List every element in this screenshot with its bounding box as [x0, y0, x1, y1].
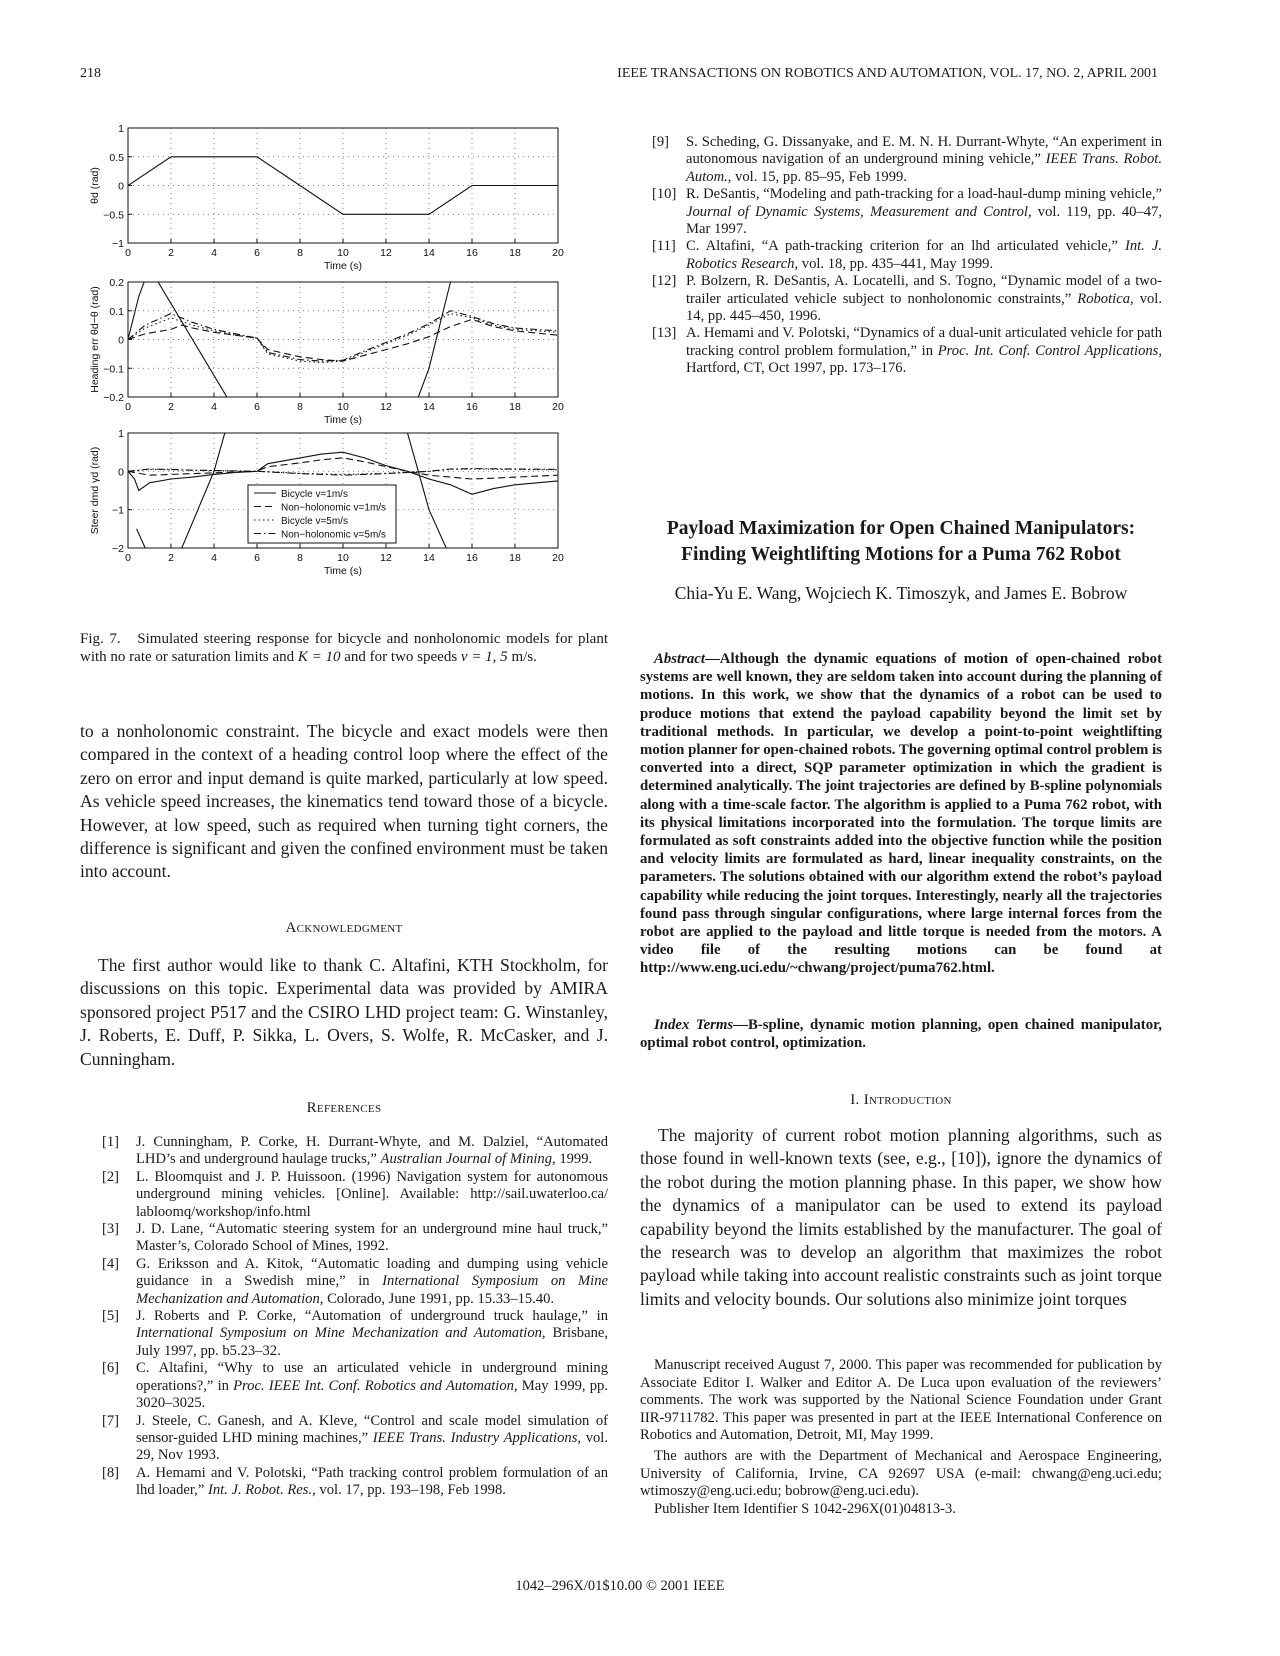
- chart-legend: [248, 485, 396, 543]
- y-tick-label: 0: [118, 334, 124, 347]
- series-line: [128, 314, 558, 363]
- x-tick-label: 14: [423, 247, 435, 259]
- reference-venue: Int. J. Robot. Res.: [207, 1482, 313, 1499]
- index-terms-label: Index Terms: [654, 1017, 734, 1033]
- index-terms: [640, 1016, 1162, 1052]
- x-tick-label: 20: [552, 552, 564, 564]
- reference-item: [640, 186, 1162, 238]
- y-axis-label: Heading err θd−θ (rad): [89, 286, 101, 393]
- reference-text: J. Steele, C. Ganesh, and A. Kleve, “Control and scale model simulation of sensor-guided LHD mining machines,”: [136, 1412, 608, 1446]
- x-tick-label: 16: [466, 247, 478, 259]
- figure-7: [80, 120, 620, 620]
- x-tick-label: 14: [423, 552, 435, 564]
- reference-text: L. Bloomquist and J. P. Huissoon. (1996) Navigation system for autonomous underground mining vehicles. [Online]. Available: http://sail.uwaterloo.ca/ labloomq/workshop/info.html: [136, 1168, 608, 1220]
- reference-details: , Colorado, June 1991, pp. 15.33–15.40.: [319, 1290, 555, 1307]
- paper-authors: Chia-Yu E. Wang, Wojciech K. Timoszyk, and James E. Bobrow: [674, 583, 1128, 603]
- series-line: [137, 433, 225, 548]
- reference-details: , May 1999, pp. 3020–3025.: [136, 1377, 608, 1412]
- reference-text: P. Bolzern, R. DeSantis, A. Locatelli, and S. Togno, “Dynamic model of a two-trailer articulated vehicle subject to nonholonomic constraints,”: [686, 273, 1162, 307]
- y-tick-label: −1: [112, 504, 124, 517]
- reference-venue: International Symposium on Mine Mechanization and Automation: [136, 1273, 608, 1307]
- acknowledgment-text: The first author would like to thank C. Altafini, KTH Stockholm, for discussions on this topic. Experimental data was provided by AMIRA sponsored project P517 and the CSIRO LHD project team: G. Winstanley, J. Roberts, E. Duff, P. Sikka, L. Overs, S. Wolfe, R. McCasker, and J. Cunningham.: [80, 955, 608, 1069]
- legend-label: Non−holonomic v=5m/s: [281, 529, 387, 541]
- reference-number: [3]: [102, 1221, 120, 1238]
- x-tick-label: 18: [509, 247, 521, 259]
- x-tick-label: 8: [297, 552, 303, 564]
- reference-item: [90, 1256, 608, 1308]
- caption-text-2: and for two speeds: [340, 649, 461, 665]
- reference-number: [8]: [102, 1464, 120, 1481]
- x-tick-label: 4: [211, 247, 217, 259]
- x-tick-label: 16: [466, 401, 478, 413]
- reference-venue: Proc. Int. Conf. Control Applications: [937, 342, 1159, 359]
- copyright-footer: 1042–296X/01$10.00 © 2001 IEEE: [515, 1578, 725, 1594]
- y-tick-label: −0.5: [103, 209, 124, 222]
- x-tick-label: 2: [168, 401, 174, 413]
- y-tick-label: 0.2: [109, 277, 124, 289]
- series-line: [408, 433, 447, 548]
- x-tick-label: 6: [254, 401, 260, 413]
- x-tick-label: 4: [211, 401, 217, 413]
- introduction-text: The majority of current robot motion planning algorithms, such as those found in well-known texts (see, e.g., [10]), ignore the dynamics of the robot during the motion planning phase. In this paper, we show how the dynamics of a manipulator can be used to extend its payload capability beyond the limits established by the manufacturer. The goal of the research was to develop an algorithm that maximizes the robot payload while taking into account realistic constraints such as joint torque limits and velocity bounds. Our solutions also minimize joint torques: [640, 1125, 1162, 1309]
- series-line: [128, 311, 558, 361]
- running-header: IEEE TRANSACTIONS ON ROBOTICS AND AUTOMATION, VOL. 17, NO. 2, APRIL 2001: [617, 66, 1158, 81]
- y-tick-label: 1: [118, 123, 124, 135]
- abstract-label: Abstract: [654, 651, 705, 667]
- reference-venue: Journal of Dynamic Systems, Measurement and Control: [686, 203, 1028, 220]
- x-axis-label: Time (s): [323, 565, 363, 577]
- abstract: [640, 650, 1162, 978]
- reference-text: A. Hemami and V. Polotski, “Path tracking control problem formulation of an lhd loader,”: [136, 1464, 608, 1499]
- x-tick-label: 20: [552, 401, 564, 413]
- y-tick-label: 0.5: [109, 151, 124, 164]
- reference-item: [90, 1360, 608, 1412]
- reference-text: G. Eriksson and A. Kitok, “Automatic loading and dumping using vehicle guidance in a Swedish mine,” in: [136, 1255, 608, 1290]
- references-heading: References: [306, 1100, 382, 1116]
- page-number: 218: [80, 66, 101, 81]
- acknowledgment-heading: Acknowledgment: [285, 920, 403, 936]
- x-tick-label: 10: [337, 247, 349, 259]
- footnote-affiliation: The authors are with the Department of Mechanical and Aerospace Engineering, University of California, Irvine, CA 92697 USA (e-mail: chwang@eng.uci.edu; wtimoszy@eng.uci.edu; bobrow@eng.uci.edu).: [640, 1447, 1162, 1500]
- y-tick-label: −1: [112, 238, 124, 250]
- reference-details: , vol. 119, pp. 40–47, Mar 1997.: [686, 203, 1162, 238]
- paper-title-line-2: Finding Weightlifting Motions for a Puma 762 Robot: [681, 544, 1121, 565]
- footnote-manuscript: Manuscript received August 7, 2000. This paper was recommended for publication by Associate Editor I. Walker and Editor A. De Luca upon evaluation of the reviewers’ comments. The work was supported by the National Science Foundation under Grant IIR-9711782. This paper was presented in part at the IEEE International Conference on Robotics and Automation, Detroit, MI, May 1999.: [640, 1357, 1162, 1444]
- figure-caption: [80, 630, 608, 666]
- reference-text: R. DeSantis, “Modeling and path-tracking for a load-haul-dump mining vehicle,”: [686, 186, 1162, 203]
- reference-text: S. Scheding, G. Dissanyake, and E. M. N. H. Durrant-Whyte, “An experiment in autonomous navigation of an underground mining vehicle,”: [686, 134, 1162, 168]
- reference-item: [640, 134, 1162, 186]
- y-axis-label: Steer dmd γd (rad): [89, 446, 101, 535]
- reference-details: , 1999.: [552, 1151, 593, 1168]
- x-axis-label: Time (s): [323, 414, 363, 426]
- x-tick-label: 8: [297, 401, 303, 413]
- y-tick-label: 0.1: [109, 305, 124, 318]
- chart-panel-2: [89, 268, 564, 455]
- reference-number: [13]: [652, 325, 677, 342]
- y-tick-label: 0: [118, 466, 124, 479]
- reference-text: A. Hemami and V. Polotski, “Dynamics of a dual-unit articulated vehicle for path tracking control problem formulation,” in: [686, 325, 1162, 359]
- caption-label: Fig. 7.: [80, 631, 121, 647]
- x-tick-label: 20: [552, 247, 564, 259]
- reference-item: [90, 1134, 608, 1169]
- x-tick-label: 12: [380, 247, 392, 259]
- chart-panel-3: [89, 428, 564, 577]
- reference-item: [90, 1413, 608, 1465]
- references-list-right: [640, 134, 1162, 378]
- abstract-text: —Although the dynamic equations of motion of open-chained robot systems are well known, they are seldom taken into account during the planning of motions. In this work, we show that the dynamics of a robot can be used to produce motions that extend the payload capability beyond the limit set by traditional methods. In particular, we develop a point-to-point weightlifting motion planner for open-chained robots. The governing optimal control problem is converted into a direct, SQP parameter optimization in which the gradient is determined analytically. The joint trajectories are defined by B-spline polynomials along with a time-scale factor. The algorithm is applied to a Puma 762 robot, with its physical limitations incorporated into the formulation. The torque limits are formulated as soft constraints added into the objective function while the position and velocity limits are formulated as hard, linear inequality constraints, on the parameters. The solutions obtained with our algorithm extend the robot’s payload capability while reducing the joint torques. Interestingly, nearly all the trajectories found pass through singular configurations, where large internal forces from the robot are applied to the payload and little torque is needed from the motors. A video file of the resulting motions can be found at http://www.eng.uci.edu/~chwang/project/puma762.html.: [640, 651, 1162, 977]
- y-tick-label: 0: [118, 180, 124, 193]
- intro-title: Introduction: [863, 1092, 952, 1108]
- reference-number: [2]: [102, 1168, 120, 1185]
- x-tick-label: 0: [125, 552, 131, 564]
- caption-text-3: m/s.: [507, 649, 537, 665]
- legend-label: Bicycle v=1m/s: [281, 489, 348, 500]
- reference-text: J. Cunningham, P. Corke, H. Durrant-Whyte, and M. Dalziel, “Automated LHD’s and underground haulage trucks,”: [136, 1134, 608, 1168]
- reference-venue: Robotica: [1077, 290, 1130, 307]
- legend-label: Non−holonomic v=1m/s: [281, 502, 387, 514]
- introduction-heading: [640, 1092, 1162, 1109]
- x-tick-label: 12: [380, 552, 392, 564]
- y-tick-label: −0.1: [103, 363, 124, 376]
- reference-venue: Proc. IEEE Int. Conf. Robotics and Automation: [233, 1377, 514, 1394]
- x-tick-label: 12: [380, 401, 392, 413]
- reference-item: [90, 1221, 608, 1256]
- reference-details: , vol. 17, pp. 193–198, Feb 1998.: [312, 1482, 506, 1499]
- caption-text-1: Simulated steering response for bicycle and nonholonomic models for plant with no rate or saturation limits and: [80, 631, 609, 665]
- x-axis-label: Time (s): [323, 260, 363, 272]
- legend-label: Bicycle v=5m/s: [281, 516, 348, 527]
- reference-number: [10]: [652, 186, 677, 203]
- reference-number: [11]: [652, 238, 676, 255]
- reference-number: [9]: [652, 134, 670, 150]
- x-tick-label: 14: [423, 401, 435, 413]
- chart-panel-1: [89, 123, 564, 272]
- reference-details: , vol. 14, pp. 445–450, 1996.: [686, 290, 1162, 325]
- reference-item: [90, 1465, 608, 1500]
- series-line: [397, 268, 462, 455]
- caption-math-k: K = 10: [297, 649, 341, 665]
- references-list-left: [90, 1134, 608, 1500]
- x-tick-label: 16: [466, 552, 478, 564]
- reference-number: [7]: [102, 1412, 120, 1429]
- figure-7-plots: [80, 120, 620, 620]
- body-paragraph: to a nonholonomic constraint. The bicycle and exact models were then compared in the context of a heading control loop where the effect of the zero on error and input demand is quite marked, particularly at low speed. As vehicle speed increases, the kinematics tend toward those of a bicycle. However, at low speed, such as required when turning tight corners, the difference is significant and given the confined environment must be taken into account.: [80, 721, 608, 882]
- reference-venue: IEEE Trans. Robot. Autom.: [686, 151, 1162, 185]
- reference-item: [90, 1308, 608, 1360]
- reference-details: , Brisbane, July 1997, pp. b5.23–32.: [136, 1325, 608, 1359]
- y-axis-label: θd (rad): [89, 167, 101, 204]
- reference-details: , vol. 15, pp. 85–95, Feb 1999.: [727, 168, 907, 185]
- y-tick-label: 1: [118, 428, 124, 440]
- reference-text: J. Roberts and P. Corke, “Automation of underground truck haulage,” in: [136, 1308, 608, 1325]
- series-line: [128, 268, 257, 455]
- x-tick-label: 6: [254, 552, 260, 564]
- x-tick-label: 4: [211, 552, 217, 564]
- reference-venue: International Symposium on Mine Mechanization and Automation: [136, 1325, 542, 1342]
- reference-text: C. Altafini, “Why to use an articulated vehicle in underground mining operations?,” in: [136, 1360, 608, 1394]
- reference-venue: Australian Journal of Mining: [380, 1151, 553, 1168]
- reference-details: , Hartford, CT, Oct 1997, pp. 173–176.: [686, 342, 1163, 377]
- reference-number: [5]: [102, 1308, 120, 1325]
- reference-item: [640, 273, 1162, 325]
- reference-details: , vol. 18, pp. 435–441, May 1999.: [794, 255, 994, 272]
- x-tick-label: 8: [297, 247, 303, 259]
- x-tick-label: 2: [168, 247, 174, 259]
- x-tick-label: 18: [509, 401, 521, 413]
- reference-item: [90, 1169, 608, 1221]
- y-tick-label: −2: [112, 543, 124, 555]
- reference-number: [4]: [102, 1255, 120, 1272]
- x-tick-label: 0: [125, 401, 131, 413]
- reference-venue: IEEE Trans. Industry Applications: [372, 1429, 578, 1446]
- reference-details: , vol. 29, Nov 1993.: [136, 1429, 608, 1464]
- paper-title-line-1: Payload Maximization for Open Chained Manipulators:: [666, 518, 1136, 539]
- reference-text: C. Altafini, “A path-tracking criterion for an lhd articulated vehicle,”: [686, 238, 1125, 255]
- reference-number: [6]: [102, 1360, 120, 1377]
- reference-venue: Int. J. Robotics Research: [686, 238, 1162, 272]
- y-tick-label: −0.2: [103, 392, 124, 404]
- caption-math-v: v = 1, 5: [460, 649, 508, 665]
- index-terms-text: —B-spline, dynamic motion planning, open chained manipulator, optimal robot control, optimization.: [640, 1017, 1162, 1052]
- x-tick-label: 2: [168, 552, 174, 564]
- x-tick-label: 10: [337, 552, 349, 564]
- intro-number: I.: [850, 1092, 860, 1108]
- x-tick-label: 10: [337, 401, 349, 413]
- reference-item: [640, 238, 1162, 273]
- reference-number: [12]: [652, 273, 677, 290]
- footnotes: [640, 1357, 1162, 1518]
- footnote-identifier: Publisher Item Identifier S 1042-296X(01)04813-3.: [654, 1500, 956, 1517]
- reference-item: [640, 325, 1162, 377]
- x-tick-label: 6: [254, 247, 260, 259]
- paper-title: [640, 516, 1162, 568]
- x-tick-label: 18: [509, 552, 521, 564]
- x-tick-label: 0: [125, 247, 131, 259]
- reference-text: J. D. Lane, “Automatic steering system for an underground mine haul truck,” Master’s, Colorado School of Mines, 1992.: [136, 1221, 608, 1255]
- reference-number: [1]: [102, 1134, 120, 1150]
